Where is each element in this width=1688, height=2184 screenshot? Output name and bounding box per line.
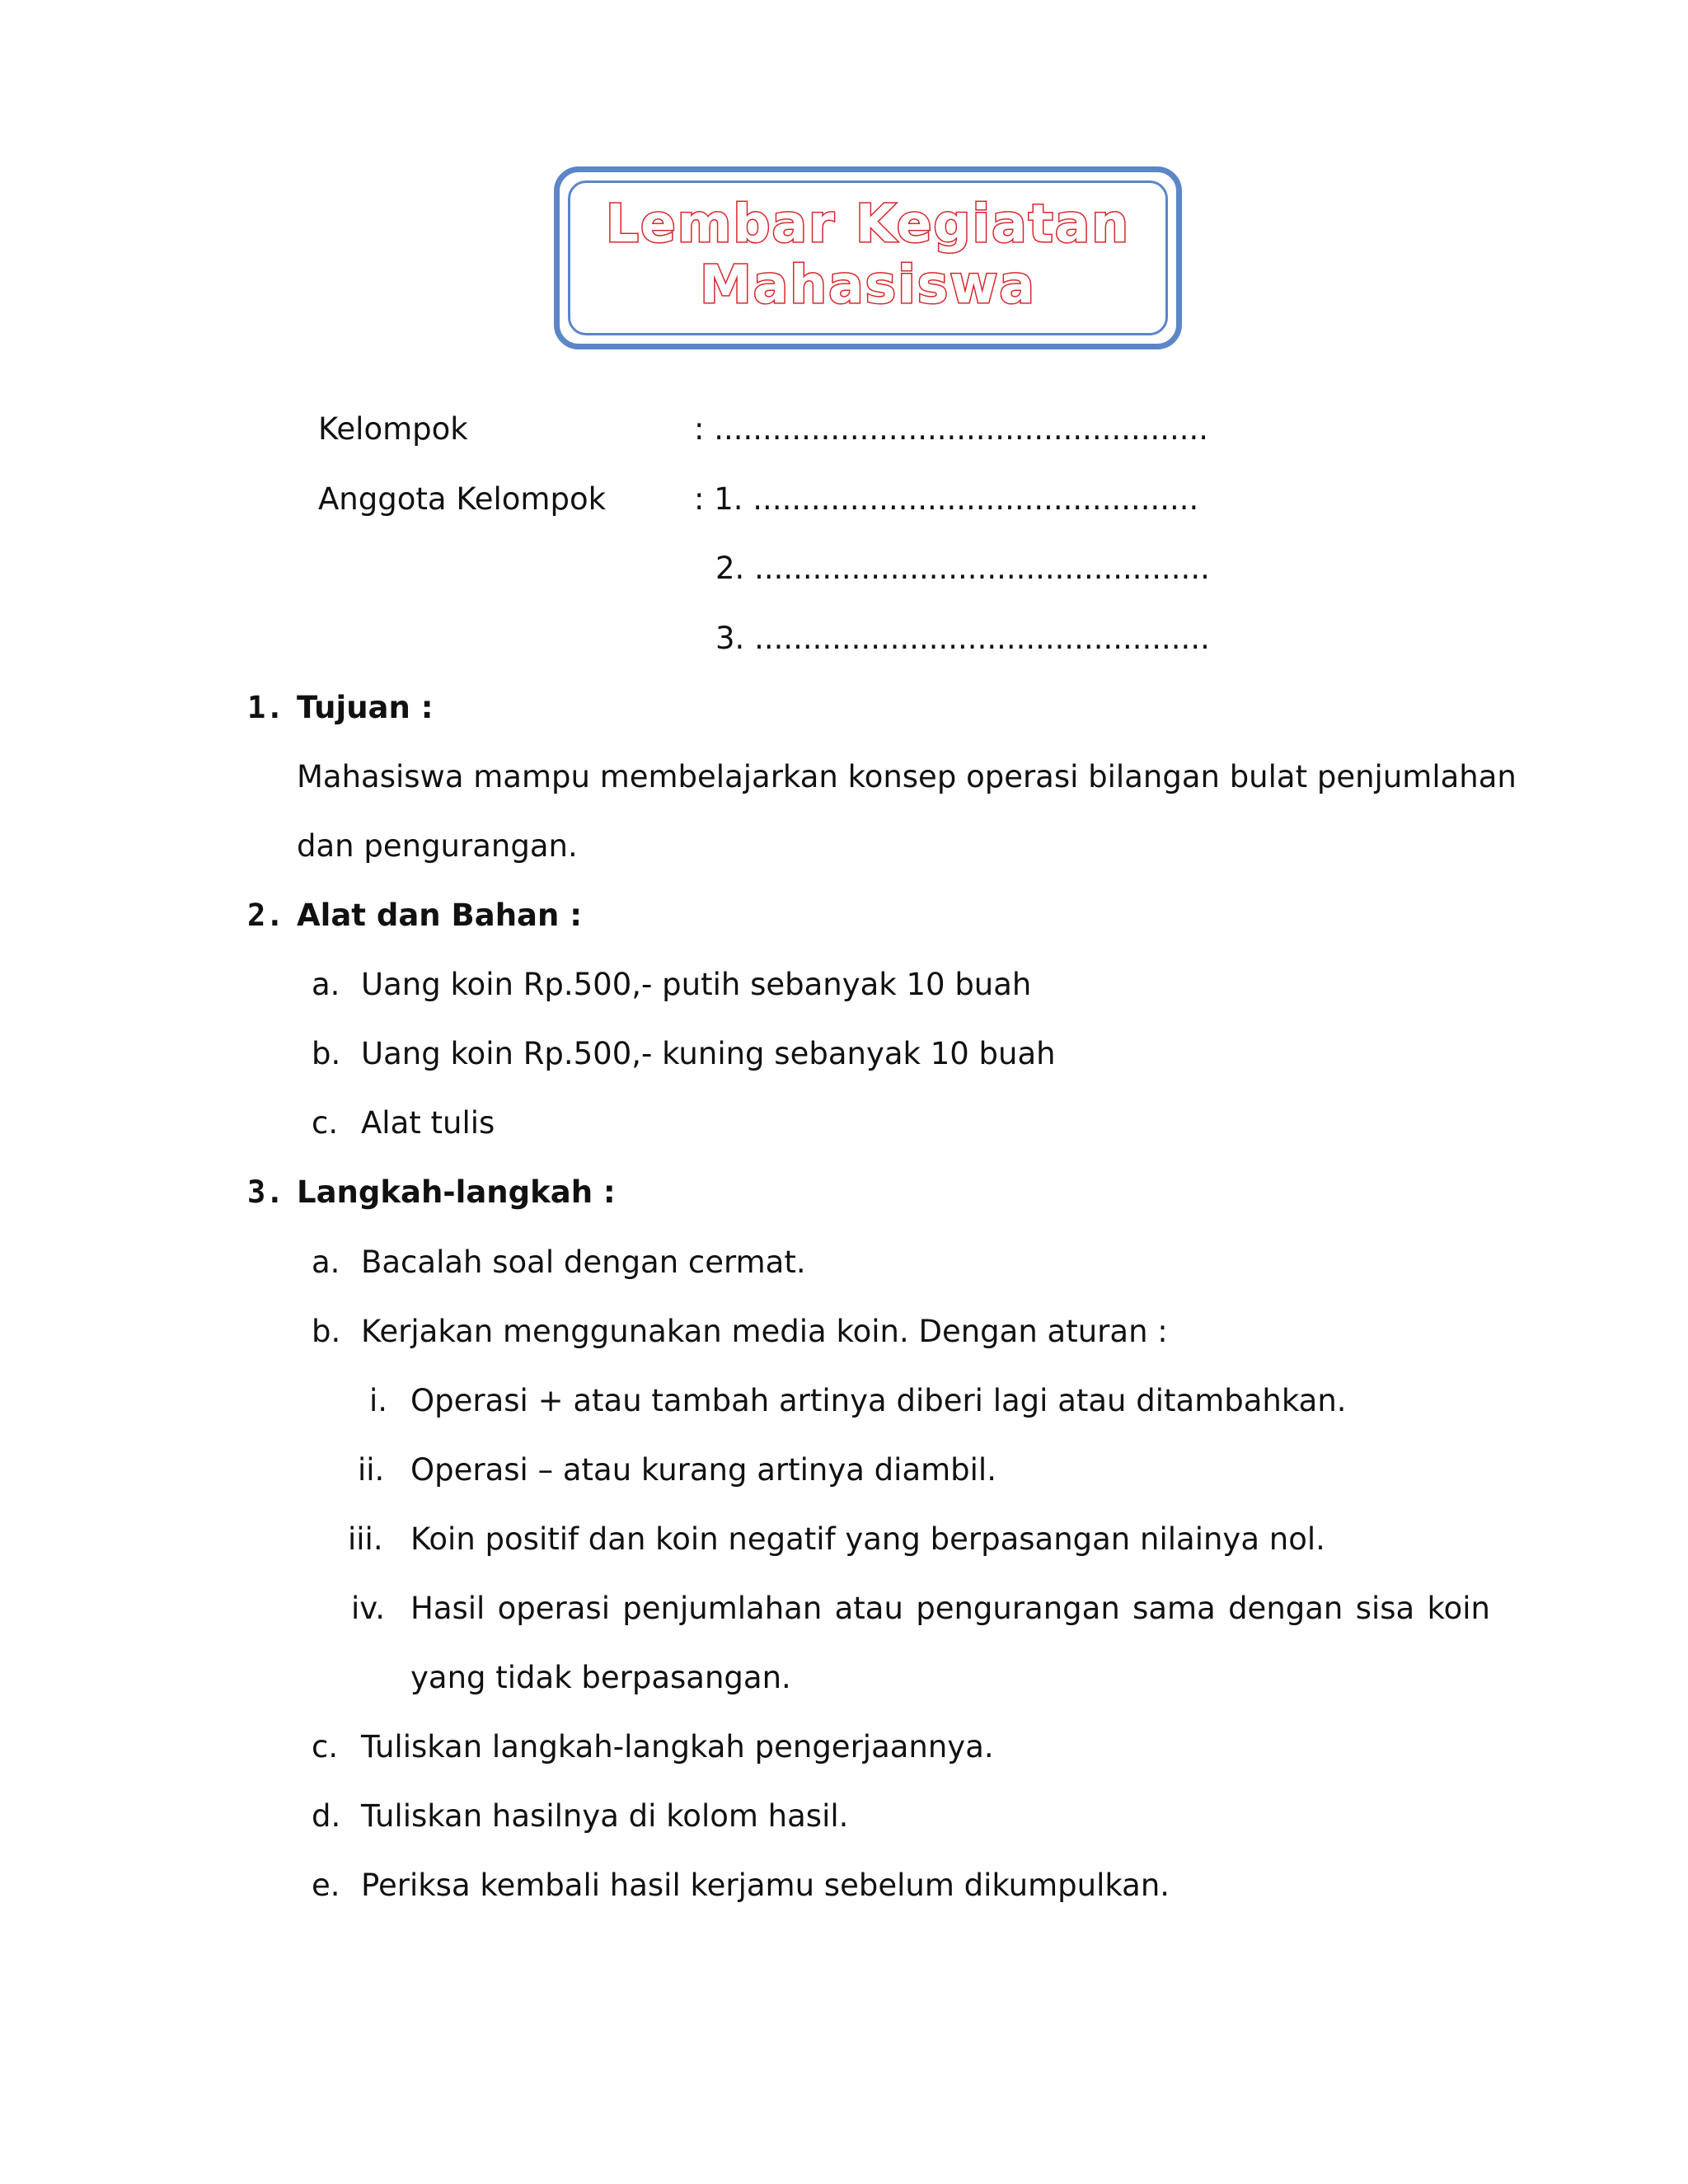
list-item: Kerjakan menggunakan media koin. Dengan aturan :	[361, 1314, 1168, 1349]
list-item-marker: d.	[312, 1798, 341, 1834]
anggota-field-1: : 1. ..............................................	[694, 481, 1199, 517]
rule-marker: ii.	[358, 1452, 385, 1488]
rule-item: Koin positif dan koin negatif yang berpasangan nilainya nol.	[410, 1521, 1325, 1557]
list-item: Tuliskan langkah-langkah pengerjaannya.	[361, 1729, 994, 1765]
list-item-marker: a.	[312, 1244, 340, 1280]
title-line-2: Mahasiswa	[700, 255, 1036, 315]
rule-item: Operasi – atau kurang artinya diambil.	[410, 1452, 996, 1488]
list-item-marker: c.	[312, 1729, 339, 1765]
list-item: Bacalah soal dengan cermat.	[361, 1244, 806, 1280]
title-banner	[554, 166, 1182, 349]
list-item: Uang koin Rp.500,- putih sebanyak 10 buah	[361, 967, 1032, 1002]
rule-marker: iv.	[351, 1591, 386, 1626]
list-item-marker: e.	[312, 1868, 340, 1903]
anggota-field-2: 2. ...............................................	[715, 551, 1210, 586]
kelompok-field: : ...................................................	[694, 411, 1209, 447]
anggota-label: Anggota Kelompok	[318, 481, 607, 517]
section-3-heading: Langkah-langkah :	[297, 1174, 616, 1210]
section-2-heading: Alat dan Bahan :	[297, 898, 583, 933]
section-1-body-line-2: dan pengurangan.	[297, 828, 578, 864]
section-1-heading: Tujuan :	[297, 690, 434, 725]
rule-marker: iii.	[348, 1521, 383, 1557]
list-item: Uang koin Rp.500,- kuning sebanyak 10 buah	[361, 1036, 1056, 1071]
list-item-marker: a.	[312, 967, 340, 1002]
rule-marker: i.	[369, 1383, 388, 1418]
section-3-number: 3.	[247, 1174, 284, 1210]
list-item-marker: b.	[312, 1314, 341, 1349]
list-item: Alat tulis	[361, 1105, 495, 1141]
section-1-body-line-1: Mahasiswa mampu membelajarkan konsep operasi bilangan bulat penjumlahan	[297, 759, 1517, 794]
kelompok-label: Kelompok	[318, 411, 468, 447]
title-line-1: Lembar Kegiatan	[605, 194, 1131, 254]
section-1-number: 1.	[247, 690, 284, 725]
anggota-field-3: 3. ...............................................	[715, 621, 1210, 656]
rule-item-continuation: yang tidak berpasangan.	[410, 1660, 791, 1695]
rule-item: Operasi + atau tambah artinya diberi lagi atau ditambahkan.	[410, 1383, 1347, 1418]
list-item-marker: b.	[312, 1036, 341, 1071]
list-item: Tuliskan hasilnya di kolom hasil.	[361, 1798, 849, 1834]
list-item: Periksa kembali hasil kerjamu sebelum dikumpulkan.	[361, 1868, 1170, 1903]
section-2-number: 2.	[247, 898, 284, 933]
list-item-marker: c.	[312, 1105, 339, 1141]
rule-item: Hasil operasi penjumlahan atau pengurangan sama dengan sisa koin	[410, 1591, 1490, 1626]
